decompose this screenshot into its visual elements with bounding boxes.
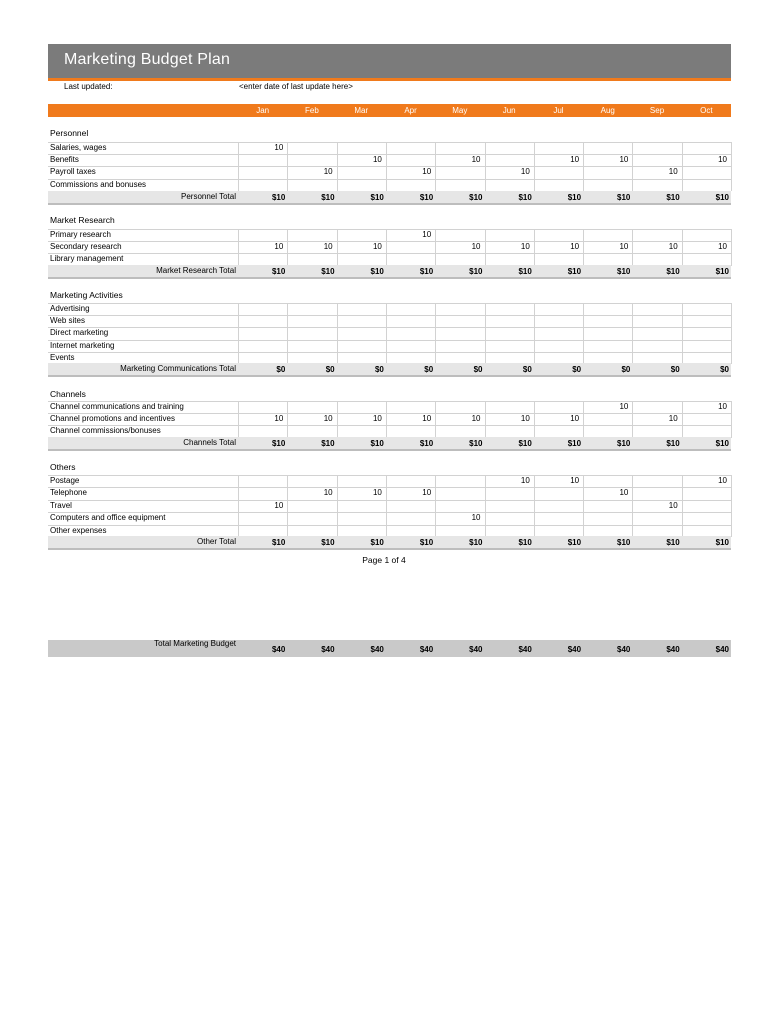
budget-cell[interactable]: 10 <box>422 167 432 177</box>
grid-line <box>485 303 486 364</box>
grand-total-value: $40 <box>715 645 729 654</box>
budget-cell[interactable]: 10 <box>422 488 432 498</box>
row-label: Benefits <box>50 155 79 165</box>
grid-line <box>48 253 731 254</box>
budget-cell[interactable]: 10 <box>471 513 481 523</box>
budget-cell[interactable]: 10 <box>718 476 727 485</box>
grid-line <box>682 401 683 438</box>
row-label: Travel <box>50 500 72 510</box>
grid-line <box>632 401 633 438</box>
section-total-value: $10 <box>567 267 582 276</box>
budget-cell[interactable]: 10 <box>372 488 382 498</box>
grid-line <box>632 303 633 364</box>
section-title: Marketing Activities <box>50 290 123 300</box>
section-total-value: $10 <box>518 267 532 276</box>
section-total-value: $0 <box>424 365 434 374</box>
section-total-value: $0 <box>325 365 335 374</box>
section-title: Others <box>50 462 76 472</box>
grid-line <box>583 475 584 537</box>
budget-cell[interactable]: 10 <box>668 167 678 177</box>
budget-cell[interactable]: 10 <box>323 167 333 177</box>
row-label: Advertising <box>50 304 90 313</box>
grid-line <box>238 475 239 537</box>
section-total-value: $10 <box>321 538 335 547</box>
budget-cell[interactable]: 10 <box>668 414 678 424</box>
grid-line <box>485 475 486 537</box>
section-total-value: $10 <box>271 439 286 448</box>
section-total-value: $10 <box>715 439 729 448</box>
row-label: Other expenses <box>50 525 107 535</box>
section-total-value: $0 <box>621 365 631 374</box>
budget-cell[interactable]: 10 <box>372 242 382 252</box>
grid-line <box>238 229 239 266</box>
grid-line <box>583 303 584 364</box>
grid-line <box>287 303 288 364</box>
section-total-label: Channels Total <box>183 438 236 447</box>
grid-line <box>435 303 436 364</box>
grid-line <box>682 303 683 364</box>
last-updated-value[interactable]: <enter date of last update here> <box>239 82 353 91</box>
grid-line <box>337 229 338 266</box>
grid-line <box>337 303 338 364</box>
budget-cell[interactable]: 10 <box>619 402 629 411</box>
grand-total-value: $40 <box>518 645 532 654</box>
section-total-value: $10 <box>469 267 483 276</box>
grid-line <box>731 142 732 191</box>
budget-cell[interactable]: 10 <box>274 242 284 252</box>
grid-line <box>731 401 732 438</box>
budget-cell[interactable]: 10 <box>619 242 629 252</box>
grid-line <box>632 475 633 537</box>
budget-cell[interactable]: 10 <box>520 167 530 177</box>
grid-line <box>238 401 239 438</box>
grid-line <box>386 303 387 364</box>
budget-cell[interactable]: 10 <box>274 500 284 510</box>
budget-cell[interactable]: 10 <box>471 155 481 165</box>
section-total-value: $10 <box>370 538 384 547</box>
grand-total-value: $40 <box>567 645 582 654</box>
month-header-jul: Jul <box>553 106 564 115</box>
grid-line <box>534 401 535 438</box>
section-total-value: $10 <box>469 439 483 448</box>
month-header-apr: Apr <box>404 106 417 115</box>
section-total-value: $10 <box>370 193 384 202</box>
grid-line <box>48 352 731 353</box>
section-total-value: $10 <box>567 538 582 547</box>
page-title: Marketing Budget Plan <box>64 51 231 68</box>
grid-line <box>48 525 731 526</box>
section-total-value: $10 <box>271 267 286 276</box>
row-label: Internet marketing <box>50 340 115 350</box>
grid-line <box>48 327 731 328</box>
section-total-label: Market Research Total <box>156 266 236 275</box>
month-header-feb: Feb <box>305 106 319 115</box>
grid-line <box>435 229 436 266</box>
grid-line <box>238 303 239 364</box>
grid-line <box>583 401 584 438</box>
grid-line <box>48 315 731 316</box>
section-total-value: $10 <box>666 193 680 202</box>
section-total-value: $10 <box>617 439 631 448</box>
section-total-value: $10 <box>715 267 729 276</box>
section-total-value: $0 <box>720 365 729 374</box>
month-header-sep: Sep <box>649 106 665 115</box>
budget-cell[interactable]: 10 <box>422 230 432 239</box>
section-total-value: $10 <box>567 193 582 202</box>
section-total-value: $0 <box>473 365 483 374</box>
section-total-value: $10 <box>715 538 729 547</box>
section-total-value: $10 <box>370 267 384 276</box>
grid-line <box>534 303 535 364</box>
budget-cell[interactable]: 10 <box>471 414 481 424</box>
grid-line <box>682 229 683 266</box>
section-title: Personnel <box>50 128 89 138</box>
section-total-value: $0 <box>572 365 582 374</box>
budget-cell[interactable]: 10 <box>323 414 333 424</box>
month-header <box>48 104 731 117</box>
section-total-label: Other Total <box>197 537 236 546</box>
title-bar <box>48 44 731 81</box>
section-total-value: $10 <box>419 538 434 547</box>
row-label: Direct marketing <box>50 328 109 338</box>
grid-line <box>485 401 486 438</box>
grid-line <box>435 401 436 438</box>
section-total-value: $0 <box>670 365 680 374</box>
row-label: Channel promotions and incentives <box>50 414 175 424</box>
budget-cell[interactable]: 10 <box>323 242 333 252</box>
row-label: Telephone <box>50 488 87 498</box>
budget-cell[interactable]: 10 <box>718 155 727 165</box>
grid-line <box>287 401 288 438</box>
grid-line <box>48 142 731 143</box>
section-total-value: $10 <box>666 267 680 276</box>
grid-line <box>386 475 387 537</box>
row-label: Postage <box>50 476 80 485</box>
grid-line <box>534 475 535 537</box>
row-label: Events <box>50 352 75 362</box>
row-label: Channel communications and training <box>50 402 184 411</box>
section-total-value: $10 <box>271 538 286 547</box>
budget-cell[interactable]: 10 <box>570 476 580 485</box>
budget-cell[interactable]: 10 <box>619 155 629 165</box>
grand-total-value: $40 <box>419 645 434 654</box>
section-total-value: $10 <box>419 267 434 276</box>
section-total-value: $0 <box>522 365 532 374</box>
budget-cell[interactable]: 10 <box>570 414 580 424</box>
budget-cell[interactable]: 10 <box>372 155 382 165</box>
budget-cell[interactable]: 10 <box>323 488 333 498</box>
row-label: Channel commissions/bonuses <box>50 426 161 436</box>
grid-line <box>485 229 486 266</box>
row-label: Commissions and bonuses <box>50 179 147 189</box>
grand-total-value: $40 <box>370 645 384 654</box>
row-label: Web sites <box>50 316 85 326</box>
grid-line <box>337 401 338 438</box>
budget-cell[interactable]: 10 <box>520 476 530 485</box>
month-header-jun: Jun <box>502 106 516 115</box>
budget-cell[interactable]: 10 <box>718 402 727 411</box>
section-total-value: $10 <box>469 538 483 547</box>
section-total-value: $10 <box>666 439 680 448</box>
grid-line <box>48 241 731 242</box>
grid-line <box>48 500 731 501</box>
row-label: Library management <box>50 254 124 264</box>
grand-total-value: $40 <box>666 645 680 654</box>
grid-line <box>48 166 731 167</box>
grid-line <box>731 475 732 537</box>
grid-line <box>386 401 387 438</box>
budget-cell[interactable]: 10 <box>520 414 530 424</box>
grand-total-label: Total Marketing Budget <box>154 639 236 648</box>
grid-line <box>337 475 338 537</box>
month-header-oct: Oct <box>700 106 713 115</box>
grid-line <box>48 487 731 488</box>
section-total-value: $10 <box>617 193 631 202</box>
budget-cell[interactable]: 10 <box>570 155 580 165</box>
grid-line <box>386 229 387 266</box>
budget-cell[interactable]: 10 <box>668 242 678 252</box>
grid-line <box>731 303 732 364</box>
month-header-aug: Aug <box>600 106 615 115</box>
last-updated-label: Last updated: <box>64 82 113 91</box>
grid-line <box>48 303 731 304</box>
section-total-value: $10 <box>518 538 532 547</box>
section-total-value: $10 <box>617 267 631 276</box>
grid-line <box>534 229 535 266</box>
grand-total-value: $40 <box>469 645 483 654</box>
grid-line <box>287 475 288 537</box>
budget-cell[interactable]: 10 <box>274 143 284 152</box>
section-total-value: $10 <box>321 193 335 202</box>
month-header-may: May <box>452 106 468 115</box>
section-total-value: $10 <box>666 538 680 547</box>
grand-total-value: $40 <box>321 645 335 654</box>
section-total-label: Marketing Communications Total <box>120 364 236 373</box>
section-total-value: $10 <box>321 267 335 276</box>
budget-cell[interactable]: 10 <box>422 414 432 424</box>
row-label: Payroll taxes <box>50 167 96 177</box>
section-title: Market Research <box>50 215 115 225</box>
grid-line <box>287 229 288 266</box>
budget-cell[interactable]: 10 <box>668 500 678 510</box>
section-total-value: $10 <box>567 439 582 448</box>
section-total-value: $10 <box>321 439 335 448</box>
budget-cell[interactable]: 10 <box>372 414 382 424</box>
section-total-label: Personnel Total <box>181 192 236 201</box>
budget-cell[interactable]: 10 <box>274 414 284 424</box>
grand-total-value: $40 <box>271 645 286 654</box>
section-total-value: $10 <box>469 193 483 202</box>
budget-cell[interactable]: 10 <box>718 242 727 252</box>
section-total-value: $10 <box>617 538 631 547</box>
budget-cell[interactable]: 10 <box>520 242 530 252</box>
row-label: Computers and office equipment <box>50 513 166 523</box>
budget-cell[interactable]: 10 <box>570 242 580 252</box>
month-header-jan: Jan <box>256 106 270 115</box>
section-total-value: $0 <box>276 365 286 374</box>
budget-cell[interactable]: 10 <box>619 488 629 498</box>
row-label: Primary research <box>50 230 111 239</box>
grid-line <box>48 229 731 230</box>
grid-line <box>48 340 731 341</box>
month-header-mar: Mar <box>354 106 369 115</box>
section-total-value: $10 <box>518 193 532 202</box>
grid-line <box>48 154 731 155</box>
grand-total-value: $40 <box>617 645 631 654</box>
grid-line <box>48 475 731 476</box>
row-label: Secondary research <box>50 242 122 252</box>
page-number: Page 1 of 4 <box>362 555 406 565</box>
grid-line <box>48 179 731 180</box>
grid-line <box>682 475 683 537</box>
section-total-value: $10 <box>518 439 532 448</box>
row-label: Salaries, wages <box>50 143 107 152</box>
grid-line <box>435 475 436 537</box>
grid-line <box>731 229 732 266</box>
section-total-value: $10 <box>715 193 729 202</box>
section-total-value: $10 <box>370 439 384 448</box>
section-total-value: $0 <box>374 365 384 374</box>
section-total-value: $10 <box>419 439 434 448</box>
section-total-value: $10 <box>271 193 286 202</box>
budget-cell[interactable]: 10 <box>471 242 481 252</box>
grid-line <box>632 229 633 266</box>
grid-line <box>583 229 584 266</box>
section-title: Channels <box>50 389 86 399</box>
section-total-value: $10 <box>419 193 434 202</box>
